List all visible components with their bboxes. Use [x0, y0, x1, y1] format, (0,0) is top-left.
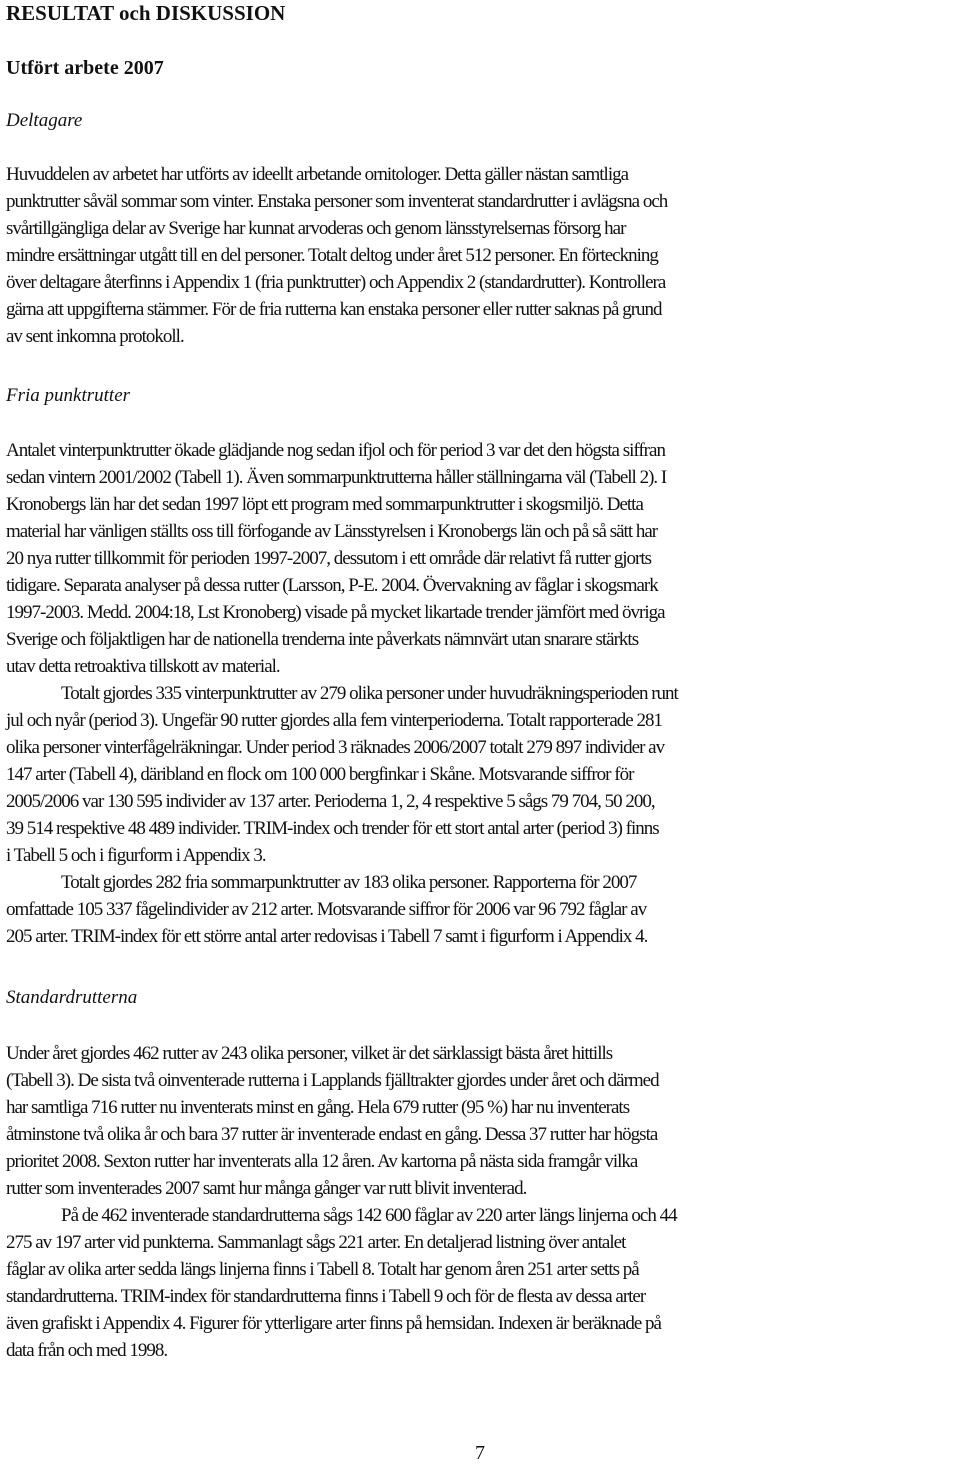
text-line: 205 arter. TRIM-index för ett större antal arter redovisas i Tabell 7 samt i figurform i Appendix 4. [6, 926, 648, 947]
text-line: På de 462 inventerade standardrutterna sågs 142 600 fåglar av 220 arter längs linjerna och 44 [61, 1205, 677, 1226]
paragraph-standardrutterna [6, 1040, 958, 1364]
text-line: punktrutter såväl sommar som vinter. Enstaka personer som inventerat standardrutter i avlägsna och [6, 191, 668, 212]
text-line: 1997-2003. Medd. 2004:18, Lst Kronoberg) visade på mycket likartade trender jämfört med övriga [6, 602, 665, 623]
text-line: omfattade 105 337 fågelindivider av 212 arter. Motsvarande siffror för 2006 var 96 792 fåglar av [6, 899, 647, 920]
page-number: 7 [475, 1442, 485, 1464]
text-line: 147 arter (Tabell 4), däribland en flock om 100 000 bergfinkar i Skåne. Motsvarande siffror för [6, 764, 634, 785]
text-line: 20 nya rutter tillkommit för perioden 1997-2007, dessutom i ett område där relativt få rutter gjorts [6, 548, 652, 569]
text-line: data från och med 1998. [6, 1340, 168, 1361]
text-line: har samtliga 716 rutter nu inventerats minst en gång. Hela 679 rutter (95 %) har nu inventerats [6, 1097, 630, 1118]
text-line: jul och nyår (period 3). Ungefär 90 rutter gjordes alla fem vinterperioderna. Totalt rapporterade 281 [6, 710, 662, 731]
text-line: prioritet 2008. Sexton rutter har inventerats alla 12 åren. Av kartorna på nästa sida framgår vilka [6, 1151, 638, 1172]
text-line: Antalet vinterpunktrutter ökade glädjande nog sedan ifjol och för period 3 var det den högsta siffran [6, 440, 665, 461]
text-line: tidigare. Separata analyser på dessa rutter (Larsson, P-E. 2004. Övervakning av fåglar i skogsmark [6, 575, 658, 596]
paragraph-fria-punktrutter [6, 437, 958, 950]
section-heading-deltagare: Deltagare [6, 110, 83, 131]
text-line: 275 av 197 arter vid punkterna. Sammanlagt sågs 221 arter. En detaljerad listning över antalet [6, 1232, 626, 1253]
paragraph-deltagare [6, 161, 958, 350]
text-line: mindre ersättningar utgått till en del personer. Totalt deltog under året 512 personer. En förteckning [6, 245, 658, 266]
text-line: Totalt gjordes 282 fria sommarpunktrutter av 183 olika personer. Rapporterna för 2007 [61, 872, 637, 893]
text-line: standardrutterna. TRIM-index för standardrutterna finns i Tabell 9 och för de flesta av dessa arter [6, 1286, 646, 1307]
main-heading: RESULTAT och DISKUSSION [6, 1, 286, 25]
text-line: olika personer vinterfågelräkningar. Under period 3 räknades 2006/2007 totalt 279 897 individer av [6, 737, 665, 758]
text-line: Kronobergs län har det sedan 1997 löpt ett program med sommarpunktrutter i skogsmiljö. Detta [6, 494, 643, 515]
text-line: svårtillgängliga delar av Sverige har kunnat arvoderas och genom länsstyrelsernas försorg har [6, 218, 626, 239]
text-line: gärna att uppgifterna stämmer. För de fria rutterna kan enstaka personer eller rutter saknas på grund [6, 299, 662, 320]
text-line: Huvuddelen av arbetet har utförts av ideellt arbetande ornitologer. Detta gäller nästan samtliga [6, 164, 629, 185]
text-line: 2005/2006 var 130 595 individer av 137 arter. Perioderna 1, 2, 4 respektive 5 sågs 79 704, 50 200, [6, 791, 655, 812]
text-line: även grafiskt i Appendix 4. Figurer för ytterligare arter finns på hemsidan. Indexen är beräknade på [6, 1313, 661, 1334]
text-line: fåglar av olika arter sedda längs linjerna finns i Tabell 8. Totalt har genom åren 251 arter setts på [6, 1259, 639, 1280]
text-line: över deltagare återfinns i Appendix 1 (fria punktrutter) och Appendix 2 (standardrutter). Kontrollera [6, 272, 666, 293]
text-line: Totalt gjordes 335 vinterpunktrutter av 279 olika personer under huvudräkningsperioden runt [61, 683, 678, 704]
text-line: (Tabell 3). De sista två oinventerade rutterna i Lapplands fjälltrakter gjordes under året och därmed [6, 1070, 659, 1091]
text-line: Sverige och följaktligen har de nationella trenderna inte påverkats nämnvärt utan snarare stärkts [6, 629, 639, 650]
text-line: utav detta retroaktiva tillskott av material. [6, 656, 280, 677]
text-line: material har vänligen ställts oss till förfogande av Länsstyrelsen i Kronobergs län och på så sätt har [6, 521, 658, 542]
text-line: 39 514 respektive 48 489 individer. TRIM-index och trender för ett stort antal arter (period 3) finns [6, 818, 659, 839]
section-heading-standardrutterna: Standardrutterna [6, 987, 138, 1008]
text-line: åtminstone två olika år och bara 37 rutter är inventerade endast en gång. Dessa 37 rutter har högsta [6, 1124, 658, 1145]
section-heading-fria-punktrutter: Fria punktrutter [6, 385, 131, 406]
text-line: i Tabell 5 och i figurform i Appendix 3. [6, 845, 266, 866]
text-line: Under året gjordes 462 rutter av 243 olika personer, vilket är det särklassigt bästa året hittills [6, 1043, 613, 1064]
text-line: rutter som inventerades 2007 samt hur många gånger var rutt blivit inventerad. [6, 1178, 527, 1199]
text-line: av sent inkomna protokoll. [6, 326, 184, 347]
text-line: sedan vintern 2001/2002 (Tabell 1). Även sommarpunktrutterna håller ställningarna väl (Tabell 2). I [6, 467, 667, 488]
year-heading: Utfört arbete 2007 [6, 57, 164, 79]
